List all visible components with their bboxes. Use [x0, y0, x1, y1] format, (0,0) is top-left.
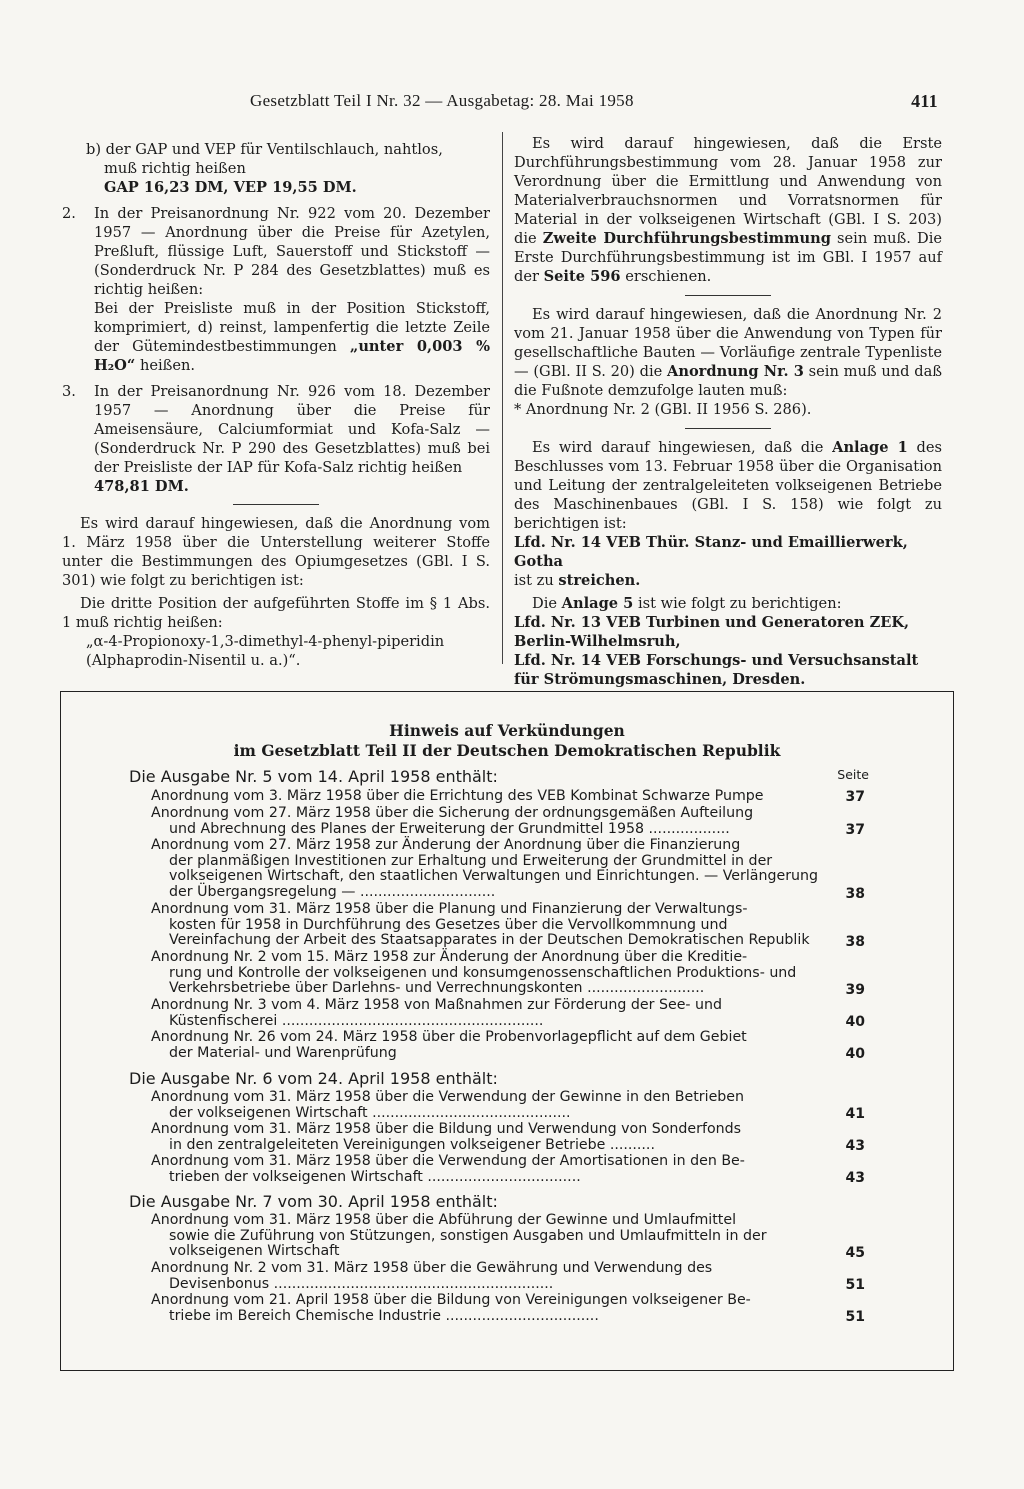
right-p1a: Es wird darauf hingewiesen, daß die Erste Durchführungsbestimmung vom 28. Januar 1958 zur Verordnung über die Ermittlung und Anwendung von Materialverbrauchsnormen und Vorratsnormen für Material in der volkseigenen Wirtschaft (GBl. I S. 203) die	[514, 135, 942, 247]
item-3-text: In der Preisanordnung Nr. 926 vom 18. Dezember 1957 — Anordnung über die Preise für Ameisensäure, Calciumformiat und Kofa-Salz — (Sonderdruck Nr. P 290 des Gesetzblattes) muß bei der Preisliste der IAP für Kofa-Salz richtig heißen	[94, 383, 490, 476]
page-ref: 45	[845, 1245, 865, 1261]
item-2-text-continued	[94, 299, 490, 375]
separator-rule	[685, 428, 771, 429]
list-item: Anordnung vom 27. März 1958 zur Änderung der Anordnung über die Finanzierung der planmäßigen Investitionen zur Erhaltung und Erweiterung der Grundmittel in der volkseigenen Wirtschaft, den staatlichen Verwaltungen und Einrichtungen. — Verlängerung der Übergangsregelung — ..............................	[151, 837, 819, 901]
right-p2c: sein muß und daß die Fußnote demzufolge lauten muß:	[514, 363, 943, 399]
item-2	[62, 204, 490, 375]
right-column	[514, 134, 942, 689]
right-p1e: erschienen.	[625, 268, 712, 285]
issue-heading: Die Ausgabe Nr. 5 vom 14. April 1958 enthält:	[129, 767, 498, 786]
page-ref: 39	[845, 982, 865, 998]
right-paragraph-3	[514, 438, 942, 533]
notice-title-line2: im Gesetzblatt Teil II der Deutschen Demokratischen Republik	[233, 741, 781, 760]
right-p2d: * Anordnung Nr. 2 (GBl. II 1956 S. 286).	[514, 401, 812, 418]
list-item: Anordnung Nr. 2 vom 31. März 1958 über die Gewährung und Verwendung des Devisenbonus ..............................................................	[151, 1260, 713, 1292]
list-item: Anordnung vom 21. April 1958 über die Bildung von Vereinigungen volkseigener Be- triebe im Bereich Chemische Industrie ..................................	[151, 1292, 751, 1324]
page-ref: 37	[845, 822, 865, 838]
right-paragraph-2	[514, 305, 942, 400]
item-b-line3: GAP 16,23 DM, VEP 19,55 DM.	[104, 179, 357, 196]
item-2-text: In der Preisanordnung Nr. 922 vom 20. Dezember 1957 — Anordnung über die Preise für Azetylen, Preßluft, flüssige Luft, Sauerstoff und Stickstoff — (Sonderdruck Nr. P 284 des Gesetzblattes) muß es richtig heißen:	[94, 205, 490, 298]
opium-paragraph-2: Die dritte Position der aufgeführten Stoffe im § 1 Abs. 1 muß richtig heißen:	[62, 595, 490, 631]
header-title: Gesetzblatt Teil I Nr. 32 — Ausgabetag: 28. Mai 1958	[250, 91, 634, 110]
list-item: Anordnung vom 31. März 1958 über die Planung und Finanzierung der Verwaltungs- kosten für 1958 in Durchführung des Gesetzes über die Vervollkommnung und Vereinfachung der Arbeit des Staatsapparates in der Deutschen Demokratischen Republik	[151, 901, 810, 949]
right-p3d: Lfd. Nr. 14 VEB Thür. Stanz- und Emaillierwerk, Gotha	[514, 534, 908, 570]
item-3-bold: 478,81 DM.	[94, 478, 189, 495]
list-item: Anordnung Nr. 3 vom 4. März 1958 von Maßnahmen zur Förderung der See- und Küstenfischerei ..........................................................	[151, 997, 723, 1029]
left-column	[62, 140, 490, 670]
right-paragraph-4	[514, 594, 942, 613]
right-p4c: ist wie folgt zu berichtigen:	[637, 595, 842, 612]
right-p3b: Anlage 1	[832, 439, 908, 456]
list-item: Anordnung vom 27. März 1958 über die Sicherung der ordnungsgemäßen Aufteilung und Abrechnung des Planes der Erweiterung der Grundmittel 1958 ..................	[151, 805, 754, 837]
opium-paragraph: Es wird darauf hingewiesen, daß die Anordnung vom 1. März 1958 über die Unterstellung weiterer Stoffe unter die Bestimmungen des Opiumgesetzes (GBl. I S. 301) wie folgt zu berichtigen ist:	[62, 515, 490, 589]
right-p3a: Es wird darauf hingewiesen, daß die	[532, 439, 824, 456]
right-p4d: Lfd. Nr. 13 VEB Turbinen und Generatoren ZEK, Berlin-Wilhelmsruh,	[514, 614, 910, 650]
list-item: Anordnung vom 31. März 1958 über die Verwendung der Gewinne in den Betrieben der volkseigenen Wirtschaft ............................................	[151, 1089, 745, 1121]
page-ref: 41	[845, 1106, 865, 1122]
right-p1c: sein muß. Die Erste Durchführungsbestimmung ist im GBl. I 1957 auf der	[514, 230, 943, 285]
list-item: Anordnung vom 3. März 1958 über die Errichtung des VEB Kombinat Schwarze Pumpe	[151, 788, 764, 804]
item-2-number: 2.	[62, 205, 76, 222]
page-column-label: Seite	[837, 767, 869, 782]
page-ref: 37	[845, 789, 865, 805]
issue-heading: Die Ausgabe Nr. 6 vom 24. April 1958 enthält:	[129, 1069, 498, 1088]
page-ref: 40	[845, 1046, 865, 1062]
right-p2a: Es wird darauf hingewiesen, daß die Anordnung Nr. 2 vom 21. Januar 1958 über die Anwendung von Typen für gesellschaftliche Bauten — Vorläufige zentrale Typenliste — (GBl. II S. 20) die	[514, 306, 942, 380]
page-number: 411	[911, 91, 938, 111]
issue-heading: Die Ausgabe Nr. 7 vom 30. April 1958 enthält:	[129, 1192, 498, 1211]
right-p1b: Zweite Durchführungsbestimmung	[542, 230, 831, 247]
list-item: Anordnung Nr. 2 vom 15. März 1958 zur Änderung der Anordnung über die Kreditie- rung und Kontrolle der volkseigenen und konsumgenossenschaftlichen Produktions- und Verkehrsbetriebe über Darlehns- und Verrechnungskonten ..........................	[151, 949, 797, 997]
separator-rule	[233, 504, 319, 505]
item-2-text2a: Bei der Preisliste muß in der Position Stickstoff, komprimiert, d) reinst, lampenfertig die letzte Zeile der Gütemindestbestimmungen	[94, 300, 490, 355]
item-3	[62, 382, 490, 496]
notice-title	[61, 721, 953, 761]
column-divider	[502, 132, 503, 664]
item-b-line2: muß richtig heißen	[104, 160, 246, 177]
separator-rule	[685, 295, 771, 296]
page-ref: 38	[845, 886, 865, 902]
right-p4b: Anlage 5	[561, 595, 634, 612]
list-item: Anordnung Nr. 26 vom 24. März 1958 über die Probenvorlagepflicht auf dem Gebiet der Material- und Warenprüfung	[151, 1029, 747, 1061]
page-ref: 51	[845, 1309, 865, 1325]
list-item: Anordnung vom 31. März 1958 über die Abführung der Gewinne und Umlaufmittel sowie die Zuführung von Stützungen, sonstigen Ausgaben und Umlaufmitteln in der volkseigenen Wirtschaft	[151, 1212, 767, 1260]
item-b	[62, 140, 490, 197]
right-p3-tail	[514, 571, 942, 590]
page-ref: 43	[845, 1138, 865, 1154]
page-ref: 38	[845, 934, 865, 950]
page-ref: 51	[845, 1277, 865, 1293]
page-ref: 43	[845, 1170, 865, 1186]
item-2-text2b: „unter 0,003 % H₂O“	[94, 338, 491, 374]
notice-box	[60, 691, 954, 1371]
right-paragraph-1	[514, 134, 942, 286]
list-item: Anordnung vom 31. März 1958 über die Verwendung der Amortisationen in den Be- trieben der volkseigenen Wirtschaft ..................................	[151, 1153, 745, 1185]
notice-title-line1: Hinweis auf Verkündungen	[389, 721, 625, 740]
right-p3f: streichen.	[558, 572, 641, 589]
item-2-text2c: heißen.	[139, 357, 196, 374]
right-p1d: Seite 596	[543, 268, 621, 285]
right-p4e: Lfd. Nr. 14 VEB Forschungs- und Versuchsanstalt für Strömungsmaschinen, Dresden.	[514, 652, 919, 688]
list-item: Anordnung vom 31. März 1958 über die Bildung und Verwendung von Sonderfonds in den zentralgeleiteten Vereinigungen volkseigener Betriebe ..........	[151, 1121, 742, 1153]
item-3-number: 3.	[62, 383, 76, 400]
right-p3e: ist zu	[514, 572, 554, 589]
page-header	[250, 91, 950, 111]
item-b-line1: b) der GAP und VEP für Ventilschlauch, nahtlos,	[86, 141, 443, 158]
opium-paragraph-3: „α-4-Propionoxy-1,3-dimethyl-4-phenyl-piperidin (Alphaprodin-Nisentil u. a.)“.	[86, 633, 445, 669]
right-p2b: Anordnung Nr. 3	[667, 363, 804, 380]
right-p4a: Die	[532, 595, 558, 612]
right-p3c: des Beschlusses vom 13. Februar 1958 über die Organisation und Leitung der zentralgeleiteten volkseigenen Betriebe des Maschinenbaues (GBl. I S. 158) wie folgt zu berichtigen ist:	[514, 439, 943, 532]
page-ref: 40	[845, 1014, 865, 1030]
